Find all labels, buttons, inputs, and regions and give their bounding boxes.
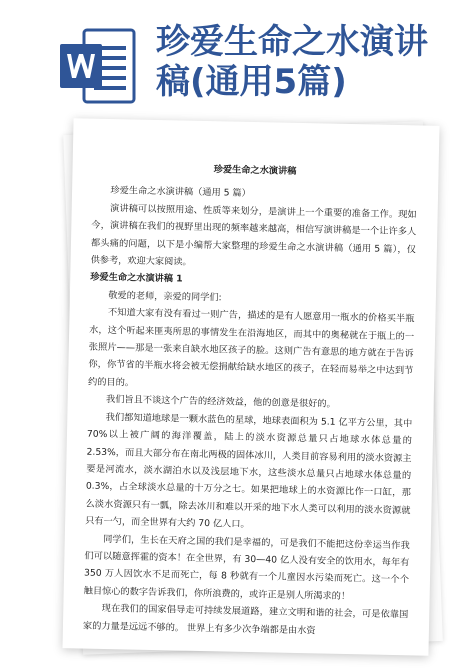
document-title: 珍爱生命之水演讲稿 [213,164,297,177]
body-paragraph-3: 我们都知道地球是一颗水蓝色的星球，地球表面积为 5.1 亿平方公里，其中 70%以上被广阔的海洋覆盖，陆上的淡水资源总量只占地球水体总量的 2.53%，而且大部分布在南北两极的固体冰川，人类目前容易利用的淡水资源主要是河流水，淡水湖泊水以及浅层地下水，这些淡水总量只占地球水体总量的 0.3%，占全球淡水总量的十万分之七。如果把地球上的水资源比作一口缸，那么淡水资源只有一瓢，除去冰川和难以开采的地下水人类可以利用的淡水资源就只有一勺，而全世界有大约 70 亿人口。 [85,411,413,531]
word-document-icon [58,26,138,106]
page-header [0,0,474,120]
body-paragraph-4: 同学们，生长在天府之国的我们是幸福的，可是我们不能把这份幸运当作我们可以随意挥霍的资本！在全世界，有 30—40 亿人没有安全的饮用水，每年有 350 万人因饮水不足而死亡，每 8 秒就有一个儿童因水污染而死亡。这一个个触目惊心的数字告诉我们，你所浪费的，或许正是别人所渴求的！ [83,533,410,602]
body-paragraph-5: 现在我们的国家倡导走可持续发展道路，建立文明和谐的社会，可是依靠国家的力量是远远不够的。 世界上有多少次争端都是由水资 [82,603,409,636]
section-heading: 珍爱生命之水演讲稿 1 [90,272,183,285]
page-title [156,22,466,102]
title-line-2: 稿(通用5篇) [156,62,347,102]
body-paragraph-2: 我们旨且不谈这个广告的经济效益，他的创意是很好的。 [105,394,336,411]
title-line-1: 珍爱生命之水演讲 [156,22,428,62]
body-paragraph-1: 不知道大家有没有看过一则广告，描述的是有人愿意用一瓶水的价格买半瓶水，这个听起来匪夷所思的事情发生在沿海地区，而其中的奥秘就在于瓶上的一张照片——那是一张来自缺水地区孩子的脸。这则广告有意思的地方就在于告诉你，你节省的半瓶水将会被无偿捐献给缺水地区的孩子，在轻而易举之中达到节约的目的。 [87,307,415,389]
document-page [62,118,439,656]
greeting-paragraph: 敬爱的老师，亲爱的同学们: [108,289,222,304]
document-content [83,159,418,642]
intro-paragraph: 演讲稿可以按照用途、性质等来划分，是演讲上一个重要的准备工作。现如今，演讲稿在我们的视野里出现的频率越来越高，相信写演讲稿是一个让许多人都头痛的问题，以下是小编帮大家整理的珍爱生命之水演讲稿（通用 5 篇），仅供参考，欢迎大家阅读。 [90,202,417,268]
document-subtitle: 珍爱生命之水演讲稿（通用 5 篇） [110,185,251,200]
